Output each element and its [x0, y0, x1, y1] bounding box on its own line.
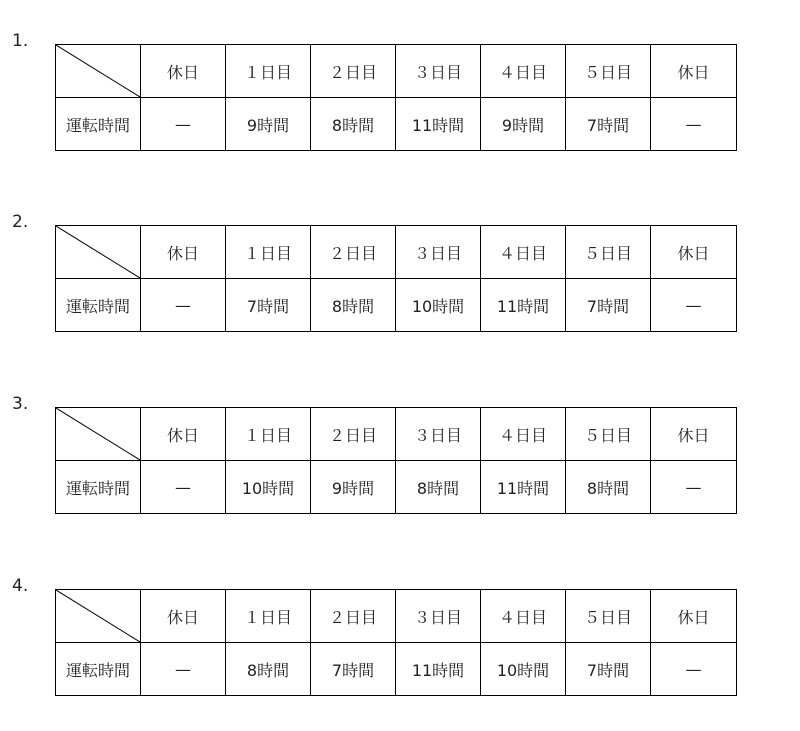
value-cell: —	[141, 98, 226, 151]
header-cell: 休日	[651, 408, 737, 461]
corner-cell	[56, 226, 141, 279]
value-cell: 10時間	[226, 461, 311, 514]
header-cell: 休日	[651, 226, 737, 279]
value-cell: —	[141, 461, 226, 514]
header-cell: 休日	[651, 45, 737, 98]
header-cell: ５日目	[566, 590, 651, 643]
value-cell: —	[141, 643, 226, 696]
row-label: 運転時間	[56, 279, 141, 332]
value-cell: 8時間	[226, 643, 311, 696]
header-cell: ２日目	[311, 226, 396, 279]
diagonal-line	[56, 590, 140, 642]
option-number: 4.	[12, 576, 29, 596]
option-number: 3.	[12, 394, 29, 414]
schedule-table	[55, 225, 737, 332]
data-row	[56, 643, 737, 696]
header-cell: ４日目	[481, 226, 566, 279]
value-cell: —	[651, 643, 737, 696]
value-cell: 11時間	[396, 98, 481, 151]
value-cell: 7時間	[566, 98, 651, 151]
corner-cell	[56, 408, 141, 461]
value-cell: 8時間	[311, 98, 396, 151]
header-cell: ３日目	[396, 226, 481, 279]
data-row	[56, 279, 737, 332]
header-row	[56, 45, 737, 98]
header-cell: １日目	[226, 590, 311, 643]
header-cell: ４日目	[481, 45, 566, 98]
value-cell: 11時間	[481, 461, 566, 514]
header-row	[56, 226, 737, 279]
value-cell: 7時間	[566, 643, 651, 696]
schedule-table	[55, 44, 737, 151]
corner-cell	[56, 590, 141, 643]
value-cell: —	[651, 279, 737, 332]
value-cell: 8時間	[566, 461, 651, 514]
header-cell: 休日	[141, 408, 226, 461]
value-cell: 7時間	[311, 643, 396, 696]
value-cell: 8時間	[396, 461, 481, 514]
header-cell: ４日目	[481, 408, 566, 461]
schedule-table	[55, 589, 737, 696]
header-cell: ２日目	[311, 408, 396, 461]
header-cell: 休日	[141, 45, 226, 98]
value-cell: 10時間	[396, 279, 481, 332]
row-label: 運転時間	[56, 461, 141, 514]
header-row	[56, 408, 737, 461]
header-cell: ３日目	[396, 45, 481, 98]
value-cell: —	[651, 461, 737, 514]
value-cell: 9時間	[481, 98, 566, 151]
value-cell: —	[651, 98, 737, 151]
value-cell: 7時間	[566, 279, 651, 332]
diagonal-line	[56, 408, 140, 460]
diagonal-line	[56, 226, 140, 278]
value-cell: —	[141, 279, 226, 332]
header-cell: ３日目	[396, 590, 481, 643]
option-number: 2.	[12, 212, 29, 232]
header-cell: ５日目	[566, 408, 651, 461]
value-cell: 10時間	[481, 643, 566, 696]
value-cell: 9時間	[311, 461, 396, 514]
header-cell: １日目	[226, 45, 311, 98]
header-cell: ２日目	[311, 45, 396, 98]
header-cell: ５日目	[566, 226, 651, 279]
value-cell: 9時間	[226, 98, 311, 151]
header-cell: １日目	[226, 226, 311, 279]
value-cell: 11時間	[481, 279, 566, 332]
header-cell: ４日目	[481, 590, 566, 643]
header-cell: 休日	[141, 590, 226, 643]
row-label: 運転時間	[56, 98, 141, 151]
data-row	[56, 98, 737, 151]
schedule-table	[55, 407, 737, 514]
diagonal-line	[56, 45, 140, 97]
header-cell: １日目	[226, 408, 311, 461]
value-cell: 11時間	[396, 643, 481, 696]
option-number: 1.	[12, 31, 29, 51]
value-cell: 7時間	[226, 279, 311, 332]
header-cell: ３日目	[396, 408, 481, 461]
header-cell: ５日目	[566, 45, 651, 98]
corner-cell	[56, 45, 141, 98]
header-cell: 休日	[141, 226, 226, 279]
header-cell: 休日	[651, 590, 737, 643]
data-row	[56, 461, 737, 514]
header-row	[56, 590, 737, 643]
row-label: 運転時間	[56, 643, 141, 696]
header-cell: ２日目	[311, 590, 396, 643]
value-cell: 8時間	[311, 279, 396, 332]
